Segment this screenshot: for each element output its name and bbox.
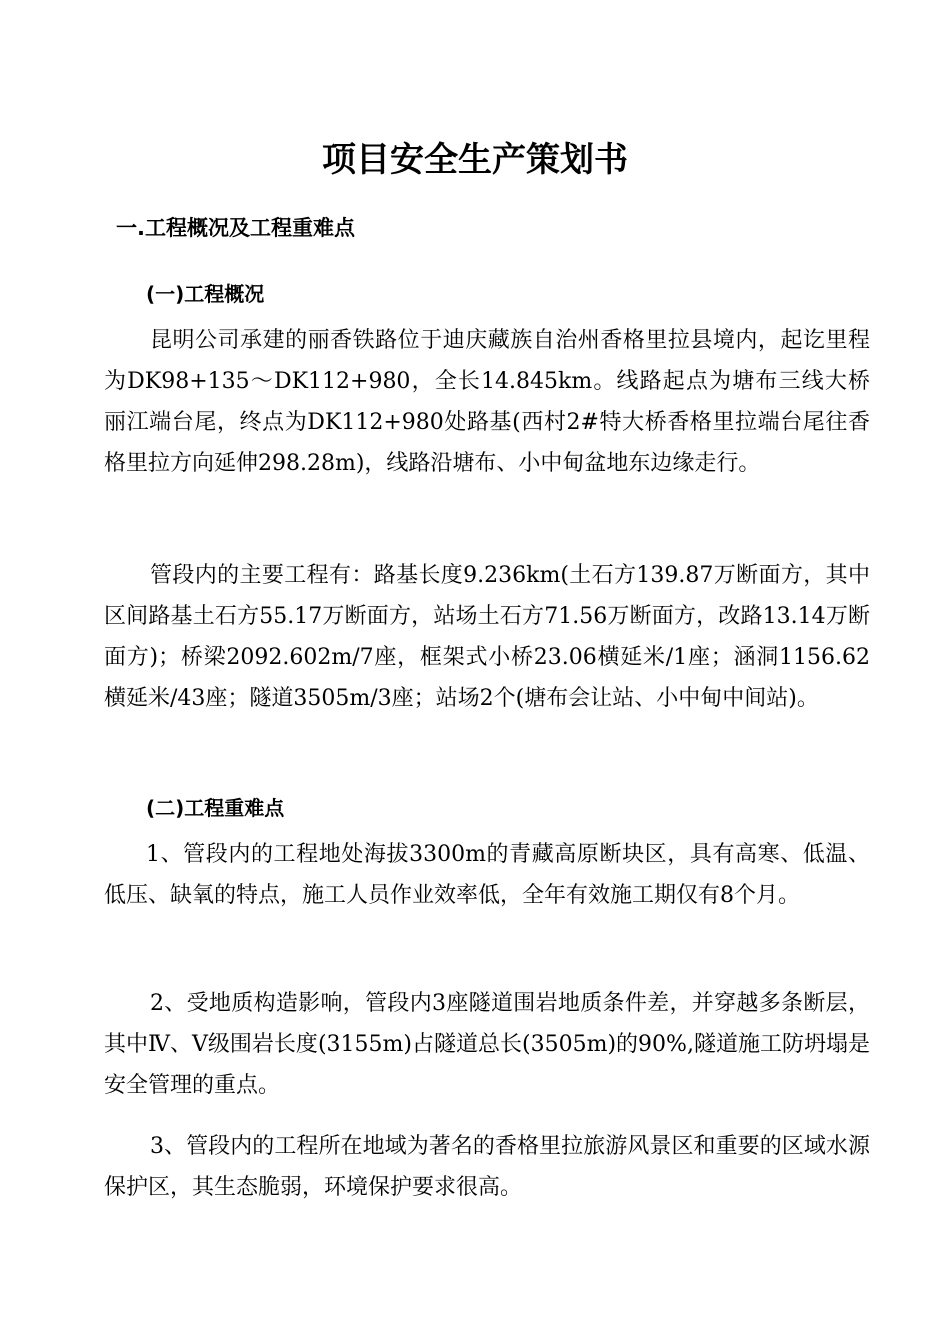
- paragraph-main-works: 管段内的主要工程有：路基长度9.236km(土石方139.87万断面方，其中区间路基土石方55.17万断面方，站场土石方71.56万断面方，改路13.14万断面方)；桥梁2092.602m/7座，框架式小桥23.06横延米/1座；涵洞1156.62横延米/43座；隧道3505m/3座；站场2个(塘布会让站、小中甸中间站)。: [104, 563, 870, 711]
- document-title: 项目安全生产策划书: [322, 140, 628, 180]
- paragraph-project-location: 昆明公司承建的丽香铁路位于迪庆藏族自治州香格里拉县境内，起讫里程为DK98+135～DK112+980，全长14.845km。线路起点为塘布三线大桥丽江端台尾，终点为DK112+980处路基(西村2#特大桥香格里拉端台尾往香格里拉方向延伸298.28m)，线路沿塘布、小中甸盆地东边缘走行。: [104, 328, 870, 476]
- section-heading-overview-and-difficulties: 一.工程概况及工程重难点: [116, 216, 355, 240]
- subheading-key-difficulties: (二)工程重难点: [146, 796, 285, 820]
- paragraph-difficulty-2: 2、受地质构造影响，管段内3座隧道围岩地质条件差，并穿越多条断层，其中Ⅳ、Ⅴ级围岩长度(3155m)占隧道总长(3505m)的90%,隧道施工防坍塌是安全管理的重点。: [104, 991, 870, 1098]
- paragraph-difficulty-3: 3、管段内的工程所在地域为著名的香格里拉旅游风景区和重要的区域水源保护区，其生态脆弱，环境保护要求很高。: [104, 1134, 870, 1200]
- paragraph-difficulty-1: 1、管段内的工程地处海拔3300m的青藏高原断块区，具有高寒、低温、低压、缺氧的特点，施工人员作业效率低，全年有效施工期仅有8个月。: [104, 842, 870, 908]
- subheading-project-overview: (一)工程概况: [146, 282, 265, 306]
